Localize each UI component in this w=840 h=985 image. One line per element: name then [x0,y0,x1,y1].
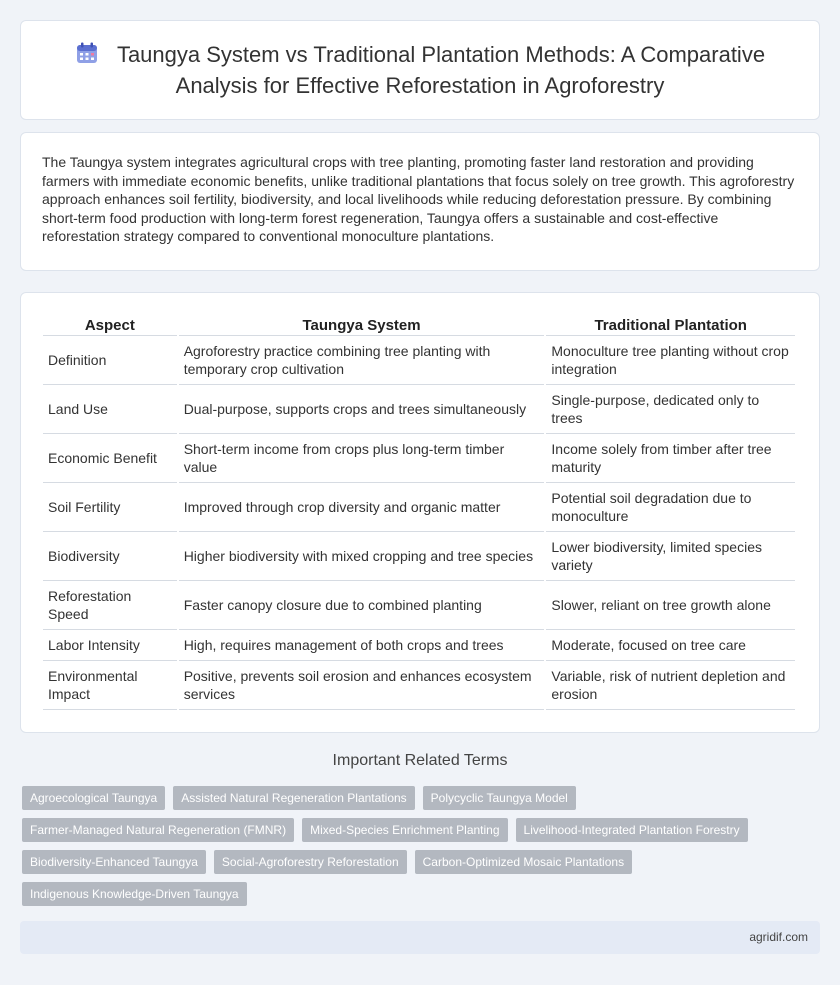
row-aspect: Soil Fertility [43,483,177,532]
row-taungya: Positive, prevents soil erosion and enhances ecosystem services [179,661,545,710]
related-term-tag[interactable]: Farmer-Managed Natural Regeneration (FMNR) [22,818,294,842]
row-aspect: Land Use [43,385,177,434]
row-aspect: Reforestation Speed [43,581,177,630]
row-traditional: Single-purpose, dedicated only to trees [546,385,795,434]
comparison-table [41,314,797,710]
related-term-tag[interactable]: Assisted Natural Regeneration Plantations [173,786,414,810]
table-row [43,661,795,710]
related-term-tag[interactable]: Livelihood-Integrated Plantation Forestry [516,818,748,842]
related-term-tag[interactable]: Social-Agroforestry Reforestation [214,850,407,874]
intro-paragraph: The Taungya system integrates agricultural crops with tree planting, promoting faster land restoration and providing farmers with immediate economic benefits, unlike traditional plantations that focus solely on tree growth. This agroforestry approach enhances soil fertility, biodiversity, and local livelihoods while reducing deforestation pressure. By combining short-term food production with long-term forest regeneration, Taungya offers a sustainable and cost-effective reforestation strategy compared to conventional monoculture plantations. [42,154,795,245]
related-term-tag[interactable]: Carbon-Optimized Mosaic Plantations [415,850,632,874]
header-traditional: Traditional Plantation [546,314,795,336]
related-terms-list [22,786,812,906]
title-text: Taungya System vs Traditional Plantation Methods: A Comparative Analysis for Effective Reforestation in Agroforestry [116,42,766,98]
related-term-tag[interactable]: Indigenous Knowledge-Driven Taungya [22,882,247,906]
row-taungya: Higher biodiversity with mixed cropping and tree species [179,532,545,581]
row-taungya: Dual-purpose, supports crops and trees simultaneously [179,385,545,434]
row-taungya: High, requires management of both crops and trees [179,630,545,661]
header-taungya: Taungya System [179,314,545,336]
table-row [43,434,795,483]
table-row [43,385,795,434]
table-row [43,532,795,581]
footer-site-link[interactable]: agridif.com [749,930,808,944]
row-traditional: Income solely from timber after tree maturity [546,434,795,483]
row-aspect: Biodiversity [43,532,177,581]
row-traditional: Potential soil degradation due to monoculture [546,483,795,532]
related-term-tag[interactable]: Polycyclic Taungya Model [423,786,576,810]
related-term-tag[interactable]: Mixed-Species Enrichment Planting [302,818,507,842]
related-term-tag[interactable]: Biodiversity-Enhanced Taungya [22,850,206,874]
page-title [61,39,779,101]
comparison-table-card [20,292,820,733]
header-aspect: Aspect [43,314,177,336]
row-aspect: Economic Benefit [43,434,177,483]
row-traditional: Variable, risk of nutrient depletion and erosion [546,661,795,710]
row-traditional: Lower biodiversity, limited species variety [546,532,795,581]
table-row [43,336,795,385]
row-traditional: Slower, reliant on tree growth alone [546,581,795,630]
table-row [43,483,795,532]
row-taungya: Faster canopy closure due to combined planting [179,581,545,630]
footer [20,921,820,954]
row-taungya: Improved through crop diversity and organic matter [179,483,545,532]
row-taungya: Agroforestry practice combining tree planting with temporary crop cultivation [179,336,545,385]
intro-card [20,132,820,271]
table-row [43,630,795,661]
table-header-row [43,314,795,336]
calendar-icon [75,41,99,65]
row-aspect: Environmental Impact [43,661,177,710]
row-traditional: Moderate, focused on tree care [546,630,795,661]
table-row [43,581,795,630]
row-taungya: Short-term income from crops plus long-term timber value [179,434,545,483]
row-aspect: Labor Intensity [43,630,177,661]
row-traditional: Monoculture tree planting without crop integration [546,336,795,385]
row-aspect: Definition [43,336,177,385]
related-terms-title: Important Related Terms [332,752,508,769]
related-term-tag[interactable]: Agroecological Taungya [22,786,165,810]
title-card [20,20,820,120]
